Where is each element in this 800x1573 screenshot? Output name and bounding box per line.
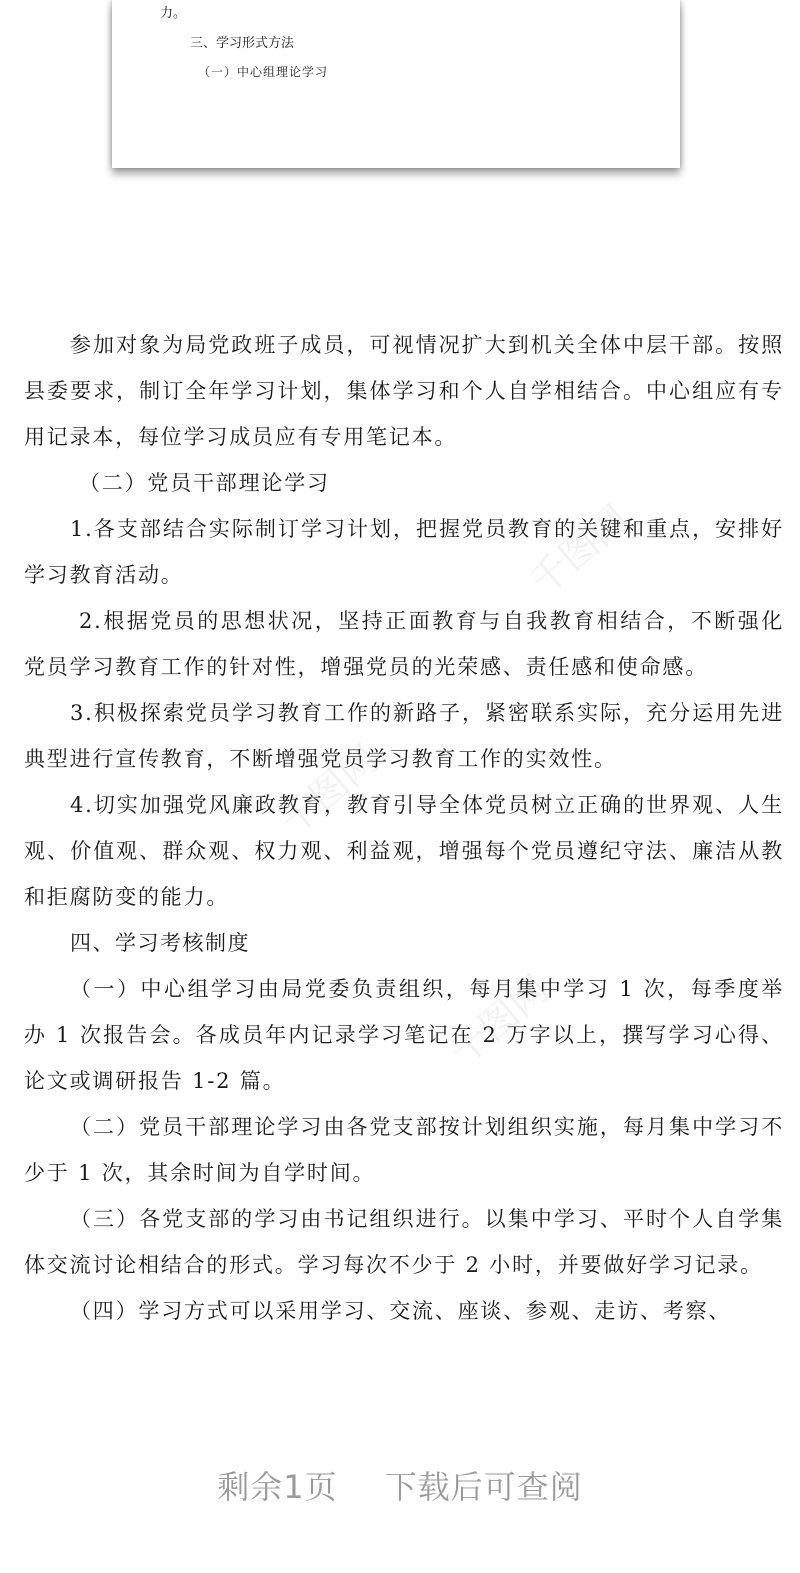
watermark: 千图网 (271, 736, 388, 844)
list-item-3: 3.积极探索党员学习教育工作的新路子，紧密联系实际，充分运用先进典型进行宣传教育，不断增强党员学习教育工作的实效性。 (24, 701, 784, 771)
rule-4: （四）学习方式可以采用学习、交流、座谈、参观、走访、考察、 (70, 1299, 732, 1323)
preview-section-heading: 三、学习形式方法 (190, 36, 295, 51)
paragraph-participants: 参加对象为局党政班子成员，可视情况扩大到机关全体中层干部。按照县委要求，制订全年学习计划，集体学习和个人自学相结合。中心组应有专用记录本，每位学习成员应有专用笔记本。 (24, 333, 784, 449)
rule-1: （一）中心组学习由局党委负责组织，每月集中学习 1 次，每季度举办 1 次报告会。各成员年内记录学习笔记在 2 万字以上，撰写学习心得、论文或调研报告 1-2 篇。 (24, 977, 784, 1093)
rule-3: （三）各党支部的学习由书记组织进行。以集中学习、平时个人自学集体交流讨论相结合的形式。学习每次不少于 2 小时，并要做好学习记录。 (24, 1207, 784, 1277)
watermark: 千图网 (521, 496, 638, 604)
remaining-pages-label[interactable]: 剩余1页 (217, 1468, 338, 1506)
list-item-4: 4.切实加强党风廉政教育，教育引导全体党员树立正确的世界观、人生观、价值观、群众观、权力观、利益观，增强每个党员遵纪守法、廉洁从教和拒腐防变的能力。 (24, 793, 784, 909)
list-item-1: 1.各支部结合实际制订学习计划，把握党员教育的关键和重点，安排好学习教育活动。 (24, 517, 784, 587)
document-body (24, 322, 784, 1334)
subheading-cadre-study: （二）党员干部理论学习 (79, 471, 330, 495)
download-to-read-label[interactable]: 下载后可查阅 (384, 1468, 583, 1506)
section-heading-assessment: 四、学习考核制度 (70, 931, 250, 955)
list-item-2: 2.根据党员的思想状况，坚持正面教育与自我教育相结合，不断强化党员学习教育工作的针对性，增强党员的光荣感、责任感和使命感。 (24, 609, 784, 679)
rule-2: （二）党员干部理论学习由各党支部按计划组织实施，每月集中学习不少于 1 次，其余时间为自学时间。 (24, 1115, 784, 1185)
watermark: 千图网 (441, 966, 558, 1074)
preview-line-1: 力。 (160, 6, 187, 21)
preview-subheading: （一）中心组理论学习 (198, 65, 329, 79)
download-prompt[interactable] (0, 1462, 800, 1508)
page-preview-card (112, 0, 680, 168)
